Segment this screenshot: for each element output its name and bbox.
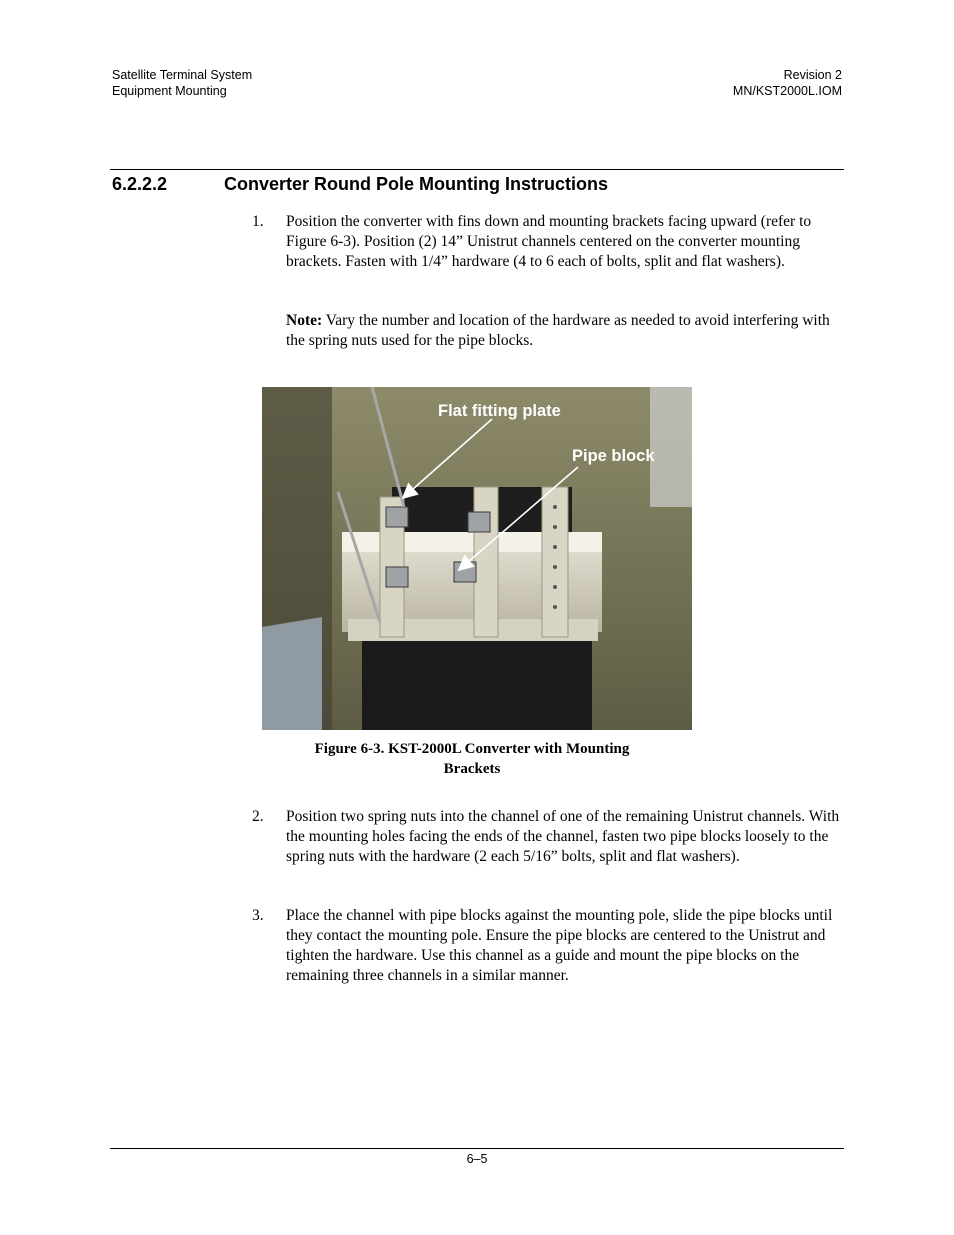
step-3-number: 3. — [252, 907, 264, 924]
step-2-number: 2. — [252, 808, 264, 825]
page-number: 6–5 — [466, 1152, 488, 1166]
step-1 — [252, 212, 844, 272]
note-text: Vary the number and location of the hardware as needed to avoid interfering with the spring nuts used for the pipe blocks. — [286, 312, 830, 349]
note-label: Note: — [286, 312, 323, 329]
header-document-id: MN/KST2000L.IOM — [732, 84, 842, 98]
label-flat-fitting-plate: Flat fitting plate — [438, 402, 561, 420]
footer-divider — [110, 1148, 844, 1149]
caption-line-1: Figure 6-3. KST-2000L Converter with Mounting — [314, 741, 630, 757]
step-3-text: Place the channel with pipe blocks against the mounting pole, slide the pipe blocks until they contact the mounting pole. Ensure the pipe blocks are centered to the Unistrut and tighten the hardware. Use this channel as a guide and mount the pipe blocks on the remaining three channels in a similar manner. — [286, 907, 833, 984]
note-paragraph — [286, 311, 846, 351]
step-2-text: Position two spring nuts into the channel of one of the remaining Unistrut channels. With the mounting holes facing the ends of the channel, fasten two pipe blocks loosely to the spring nuts with the hardware (2 each 5/16” bolts, split and flat washers). — [286, 808, 840, 865]
header-revision: Revision 2 — [783, 68, 842, 82]
header-system-title: Satellite Terminal System — [112, 68, 253, 82]
step-3 — [252, 906, 844, 986]
callout-arrows — [262, 387, 692, 730]
label-pipe-block: Pipe block — [572, 447, 655, 465]
running-header-right — [733, 67, 842, 99]
running-header-left — [112, 67, 252, 99]
figure-caption — [262, 739, 682, 779]
caption-line-2: Brackets — [443, 761, 501, 777]
section-heading — [112, 173, 608, 195]
section-title: Converter Round Pole Mounting Instructions — [224, 174, 608, 194]
step-2 — [252, 807, 844, 867]
section-number: 6.2.2.2 — [112, 174, 168, 194]
step-1-number: 1. — [252, 213, 264, 230]
step-1-text: Position the converter with fins down and mounting brackets facing upward (refer to Figure 6-3). Position (2) 14” Unistrut channels centered on the converter mounting brackets. Fasten with 1/4” hardware (4 to 6 each of bolts, split and flat washers). — [286, 213, 812, 270]
header-divider — [110, 169, 844, 170]
figure-6-3-photo — [262, 387, 692, 730]
header-chapter-title: Equipment Mounting — [112, 84, 227, 98]
